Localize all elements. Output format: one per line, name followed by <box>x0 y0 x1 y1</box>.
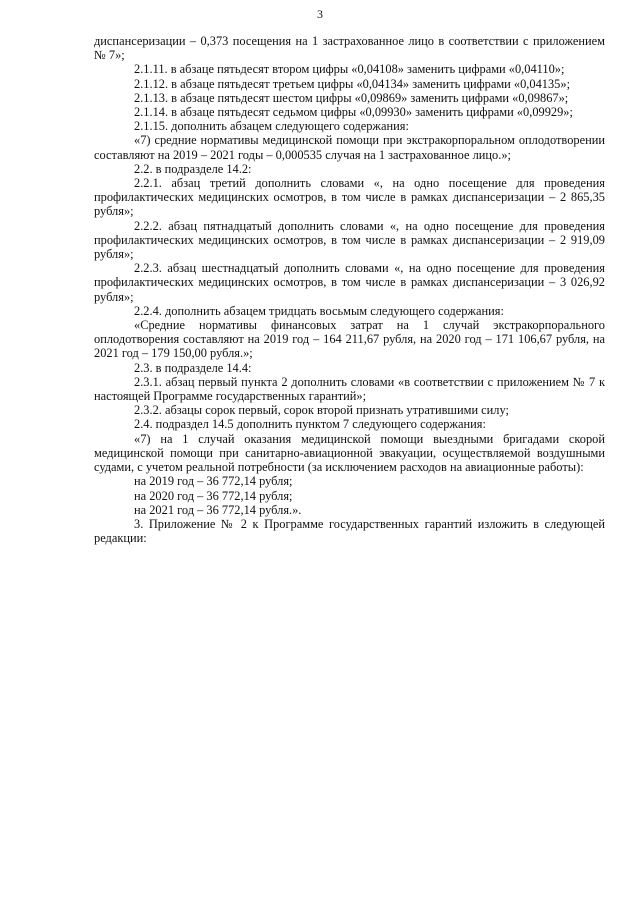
paragraph-2-1-11: 2.1.11. в абзаце пятьдесят втором цифры «0,04108» заменить цифрами «0,04110»; <box>134 62 565 77</box>
paragraph-2-2-2: 2.2.2. абзац пятнадцатый дополнить словами «, на одно посещение для проведения профилактических медицинских осмотров, в том числе в рамках диспансеризации – 2 919,09 рубля»; <box>94 218 605 262</box>
paragraph-3: 3. Приложение № 2 к Программе государственных гарантий изложить в следующей редакции: <box>94 516 605 546</box>
paragraph-year-2021: на 2021 год – 36 772,14 рубля.». <box>134 502 302 517</box>
paragraph-2-1-15: 2.1.15. дополнить абзацем следующего содержания: <box>134 119 409 134</box>
paragraph-2-2-4: 2.2.4. дополнить абзацем тридцать восьмым следующего содержания: <box>134 303 504 318</box>
paragraph-ivf-cost: «Средние нормативы финансовых затрат на 1 случай экстракорпорального оплодотворения составляют на 2019 год – 164 211,67 рубля, на 2020 год – 171 106,67 рубля, на 2021 год – 179 150,00 рубля.»; <box>94 318 605 361</box>
paragraph-2-4: 2.4. подраздел 14.5 дополнить пунктом 7 следующего содержания: <box>134 417 486 432</box>
paragraph-2-2-3: 2.2.3. абзац шестнадцатый дополнить словами «, на одно посещение для проведения профилактических медицинских осмотров, в том числе в рамках диспансеризации – 3 026,92 рубля»; <box>94 261 605 304</box>
paragraph-2-1-14: 2.1.14. в абзаце пятьдесят седьмом цифры «0,09930» заменить цифрами «0,09929»; <box>134 105 573 120</box>
paragraph-2-1-13: 2.1.13. в абзаце пятьдесят шестом цифры «0,09869» заменить цифрами «0,09867»; <box>134 90 569 105</box>
paragraph-2-3-2: 2.3.2. абзацы сорок первый, сорок второй признать утратившими силу; <box>134 403 509 418</box>
paragraph-2-3: 2.3. в подразделе 14.4: <box>134 360 252 375</box>
paragraph-year-2019: на 2019 год – 36 772,14 рубля; <box>134 474 293 489</box>
document-body <box>94 34 605 545</box>
paragraph-2-3-1: 2.3.1. абзац первый пункта 2 дополнить словами «в соответствии с приложением № 7 к настоящей Программе государственных гарантий»; <box>94 374 605 404</box>
paragraph-continuation: диспансеризации – 0,373 посещения на 1 застрахованное лицо в соответствии с приложением № 7»; <box>94 34 605 63</box>
paragraph-2-2: 2.2. в подразделе 14.2: <box>134 161 252 176</box>
paragraph-2-1-12: 2.1.12. в абзаце пятьдесят третьем цифры «0,04134» заменить цифрами «0,04135»; <box>134 76 571 91</box>
paragraph-year-2020: на 2020 год – 36 772,14 рубля; <box>134 488 293 503</box>
page-number: 3 <box>317 7 323 21</box>
paragraph-2-2-1: 2.2.1. абзац третий дополнить словами «, на одно посещение для проведения профилактических медицинских осмотров, в том числе в рамках диспансеризации – 2 865,35 рубля»; <box>94 176 605 219</box>
paragraph-ivf-norm: «7) средние нормативы медицинской помощи при экстракорпоральном оплодотворении составляют на 2019 – 2021 годы – 0,000535 случая на 1 застрахованное лицо.»; <box>94 133 605 162</box>
paragraph-air-ambulance: «7) на 1 случай оказания медицинской помощи выездными бригадами скорой медицинской помощи при санитарно-авиационной эвакуации, осуществляемой воздушными судами, с учетом реальной потребности (за исключением расходов на авиационные работы): <box>94 431 605 475</box>
